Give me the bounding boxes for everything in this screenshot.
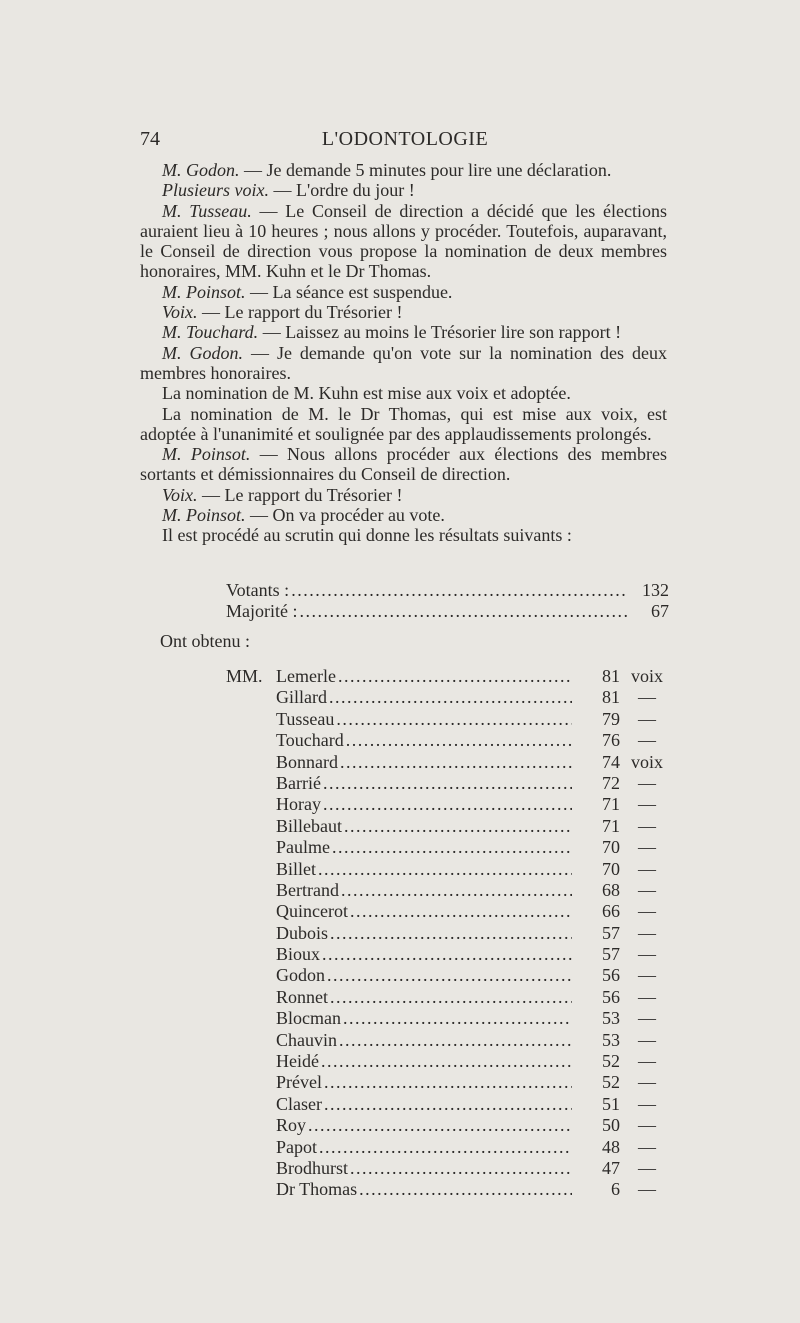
paragraph-text: — L'ordre du jour ! — [268, 180, 415, 201]
vote-unit: — — [638, 815, 656, 836]
paragraph-text: La nomination de M. Kuhn est mise aux voix et adoptée. — [162, 383, 571, 404]
speaker-name: Voix. — [162, 302, 198, 323]
speaker-name: M. Godon. — [162, 342, 243, 363]
vote-count: 52 — [602, 1051, 620, 1072]
vote-unit: — — [638, 1029, 656, 1050]
result-row — [276, 773, 674, 794]
result-row — [276, 901, 674, 922]
result-row — [276, 1008, 674, 1029]
voters-label: Votants : — [226, 580, 290, 600]
vote-unit: — — [638, 708, 656, 729]
paragraph-text: — Nous allons procéder aux élections des membres sortants et démissionnaires du Conseil de direction. — [140, 444, 667, 485]
candidate-name: Paulme — [276, 837, 330, 858]
result-row — [276, 837, 674, 858]
vote-count: 68 — [602, 879, 620, 900]
candidate-name: Touchard — [276, 730, 344, 751]
candidate-name: Heidé — [276, 1051, 319, 1072]
vote-count: 76 — [602, 730, 620, 751]
vote-count: 81 — [602, 666, 620, 686]
candidate-name: Dubois — [276, 922, 329, 943]
paragraph-text: — Je demande 5 minutes pour lire une déclaration. — [239, 160, 612, 180]
vote-count: 71 — [602, 815, 620, 836]
vote-count: 79 — [602, 708, 620, 729]
dot-leader — [308, 1115, 572, 1136]
candidate-name: Quincerot — [276, 901, 348, 922]
candidate-name: Ronnet — [276, 986, 328, 1007]
majority-line — [226, 601, 669, 622]
result-row — [276, 923, 674, 944]
paragraph — [140, 180, 667, 200]
candidate-name: Godon — [276, 965, 325, 986]
candidate-name: Tusseau — [276, 708, 335, 729]
vote-unit: voix — [630, 751, 663, 772]
vote-count: 52 — [602, 1072, 620, 1093]
result-row — [276, 1158, 674, 1179]
result-row — [276, 666, 674, 687]
dot-leader — [350, 901, 572, 922]
dot-leader — [324, 1094, 572, 1115]
dot-leader — [359, 1179, 572, 1200]
paragraph — [140, 160, 667, 180]
candidate-name: Dr Thomas — [276, 1179, 358, 1200]
paragraph — [140, 404, 667, 445]
result-row — [276, 944, 674, 965]
vote-unit: — — [638, 1051, 656, 1072]
result-row — [276, 859, 674, 880]
speaker-name: M. Poinsot. — [162, 505, 246, 526]
paragraph — [140, 201, 667, 282]
candidate-name: Blocman — [276, 1008, 341, 1029]
candidate-name: Chauvin — [276, 1029, 337, 1050]
candidate-name: Bertrand — [276, 879, 339, 900]
obtained-heading: Ont obtenu : — [160, 631, 250, 651]
dot-leader — [291, 580, 627, 601]
candidate-name: Lemerle — [276, 666, 336, 686]
vote-count: 57 — [602, 922, 620, 943]
result-row — [276, 965, 674, 986]
paragraph-text: — Le rapport du Trésorier ! — [197, 302, 403, 323]
vote-count: 47 — [602, 1157, 620, 1178]
vote-unit: — — [638, 1179, 656, 1200]
dot-leader — [323, 773, 572, 794]
minutes-text — [140, 160, 667, 546]
speaker-name: M. Touchard. — [162, 322, 259, 343]
vote-unit: — — [638, 922, 656, 943]
dot-leader — [323, 794, 572, 815]
dot-leader — [330, 987, 572, 1008]
dot-leader — [332, 837, 572, 858]
vote-count: 70 — [602, 858, 620, 879]
candidate-name: Billebaut — [276, 815, 342, 836]
dot-leader — [346, 730, 572, 751]
paragraph — [140, 505, 667, 525]
speaker-name: Voix. — [162, 484, 198, 505]
mm-label: MM. — [226, 666, 263, 686]
vote-unit: — — [638, 1136, 656, 1157]
result-row — [276, 987, 674, 1008]
result-row — [276, 794, 674, 815]
vote-count: 81 — [602, 687, 620, 708]
majority-value: 67 — [651, 601, 669, 621]
vote-unit: — — [638, 965, 656, 986]
candidate-name: Brodhurst — [276, 1157, 348, 1178]
result-row — [276, 1179, 674, 1200]
vote-count: 56 — [602, 965, 620, 986]
vote-count: 70 — [602, 837, 620, 858]
vote-count: 6 — [611, 1179, 620, 1200]
candidate-name: Gillard — [276, 687, 327, 708]
vote-count: 53 — [602, 1029, 620, 1050]
vote-unit: — — [638, 1093, 656, 1114]
running-head — [140, 126, 670, 152]
vote-unit: — — [638, 858, 656, 879]
dot-leader — [322, 944, 572, 965]
paragraph-text: Il est procédé au scrutin qui donne les résultats suivants : — [162, 525, 572, 546]
vote-unit: — — [638, 1008, 656, 1029]
voters-line — [226, 580, 669, 601]
paragraph — [140, 485, 667, 505]
vote-count: 50 — [602, 1115, 620, 1136]
dot-leader — [324, 1072, 572, 1093]
dot-leader — [327, 965, 572, 986]
dot-leader — [339, 1030, 572, 1051]
candidate-name: Roy — [276, 1115, 307, 1136]
candidate-name: Bonnard — [276, 751, 338, 772]
candidate-name: Claser — [276, 1093, 322, 1114]
result-row — [276, 1030, 674, 1051]
paragraph-text: — Le rapport du Trésorier ! — [197, 484, 403, 505]
dot-leader — [319, 1137, 572, 1158]
result-row — [276, 1137, 674, 1158]
vote-unit: — — [638, 837, 656, 858]
result-row — [276, 1094, 674, 1115]
vote-unit: — — [638, 794, 656, 815]
vote-unit: — — [638, 772, 656, 793]
paragraph — [140, 383, 667, 403]
speaker-name: M. Poinsot. — [162, 444, 251, 465]
candidate-name: Barrié — [276, 772, 321, 793]
paragraph-text: La nomination de M. le Dr Thomas, qui est mise aux voix, est adoptée à l'unanimité et soulignée par des applaudissements prolongés. — [140, 403, 667, 444]
paragraph — [140, 322, 667, 342]
speaker-name: M. Godon. — [162, 160, 240, 180]
speaker-name: M. Tusseau. — [162, 200, 252, 221]
candidate-name: Billet — [276, 858, 316, 879]
result-row — [276, 730, 674, 751]
vote-unit: — — [638, 901, 656, 922]
paragraph-text: — La séance est suspendue. — [245, 281, 453, 302]
candidate-name: Prével — [276, 1072, 322, 1093]
speaker-name: Plusieurs voix. — [162, 180, 269, 201]
vote-count: 74 — [602, 751, 620, 772]
candidate-name: Horay — [276, 794, 321, 815]
result-row — [276, 816, 674, 837]
result-row — [276, 709, 674, 730]
paragraph — [140, 525, 667, 545]
dot-leader — [343, 1008, 572, 1029]
dot-leader — [321, 1051, 572, 1072]
dot-leader — [330, 923, 572, 944]
candidate-name: Bioux — [276, 944, 321, 965]
dot-leader — [338, 666, 572, 687]
vote-count: 71 — [602, 794, 620, 815]
result-row — [276, 687, 674, 708]
dot-leader — [299, 601, 627, 622]
candidate-name: Papot — [276, 1136, 318, 1157]
result-row — [276, 752, 674, 773]
vote-count: 48 — [602, 1136, 620, 1157]
speaker-name: M. Poinsot. — [162, 281, 246, 302]
paragraph — [140, 282, 667, 302]
vote-unit: — — [638, 944, 656, 965]
vote-count: 56 — [602, 986, 620, 1007]
dot-leader — [341, 880, 572, 901]
dot-leader — [350, 1158, 572, 1179]
voters-value: 132 — [642, 580, 669, 600]
vote-unit: voix — [630, 666, 663, 686]
vote-count: 72 — [602, 772, 620, 793]
paragraph-text: — Laissez au moins le Trésorier lire son rapport ! — [258, 322, 622, 343]
dot-leader — [318, 859, 572, 880]
dot-leader — [329, 687, 572, 708]
vote-unit: — — [638, 879, 656, 900]
paragraph-text: — Le Conseil de direction a décidé que les élections auraient lieu à 10 heures ; nous allons y procéder. Toutefois, auparavant, le Conseil de direction vous propose la nomination de deux membres honoraires, MM. Kuhn et le Dr Thomas. — [140, 200, 667, 282]
dot-leader — [344, 816, 572, 837]
vote-unit: — — [638, 1072, 656, 1093]
result-row — [276, 880, 674, 901]
election-results — [276, 666, 674, 1201]
vote-count: 51 — [602, 1093, 620, 1114]
result-row — [276, 1072, 674, 1093]
paragraph-text: — Je demande qu'on vote sur la nomination des deux membres honoraires. — [140, 342, 667, 383]
result-row — [276, 1051, 674, 1072]
paragraph — [140, 302, 667, 322]
paragraph — [140, 343, 667, 384]
vote-unit: — — [638, 730, 656, 751]
vote-unit: — — [638, 986, 656, 1007]
result-row — [276, 1115, 674, 1136]
vote-unit: — — [638, 687, 656, 708]
vote-count: 57 — [602, 944, 620, 965]
vote-count: 66 — [602, 901, 620, 922]
vote-unit: — — [638, 1115, 656, 1136]
dot-leader — [340, 752, 572, 773]
paragraph-text: — On va procéder au vote. — [245, 505, 445, 526]
vote-unit: — — [638, 1157, 656, 1178]
page-number: 74 — [140, 128, 160, 150]
majority-label: Majorité : — [226, 601, 298, 621]
paragraph — [140, 444, 667, 485]
vote-count: 53 — [602, 1008, 620, 1029]
dot-leader — [336, 709, 572, 730]
journal-title: L'ODONTOLOGIE — [321, 128, 489, 150]
